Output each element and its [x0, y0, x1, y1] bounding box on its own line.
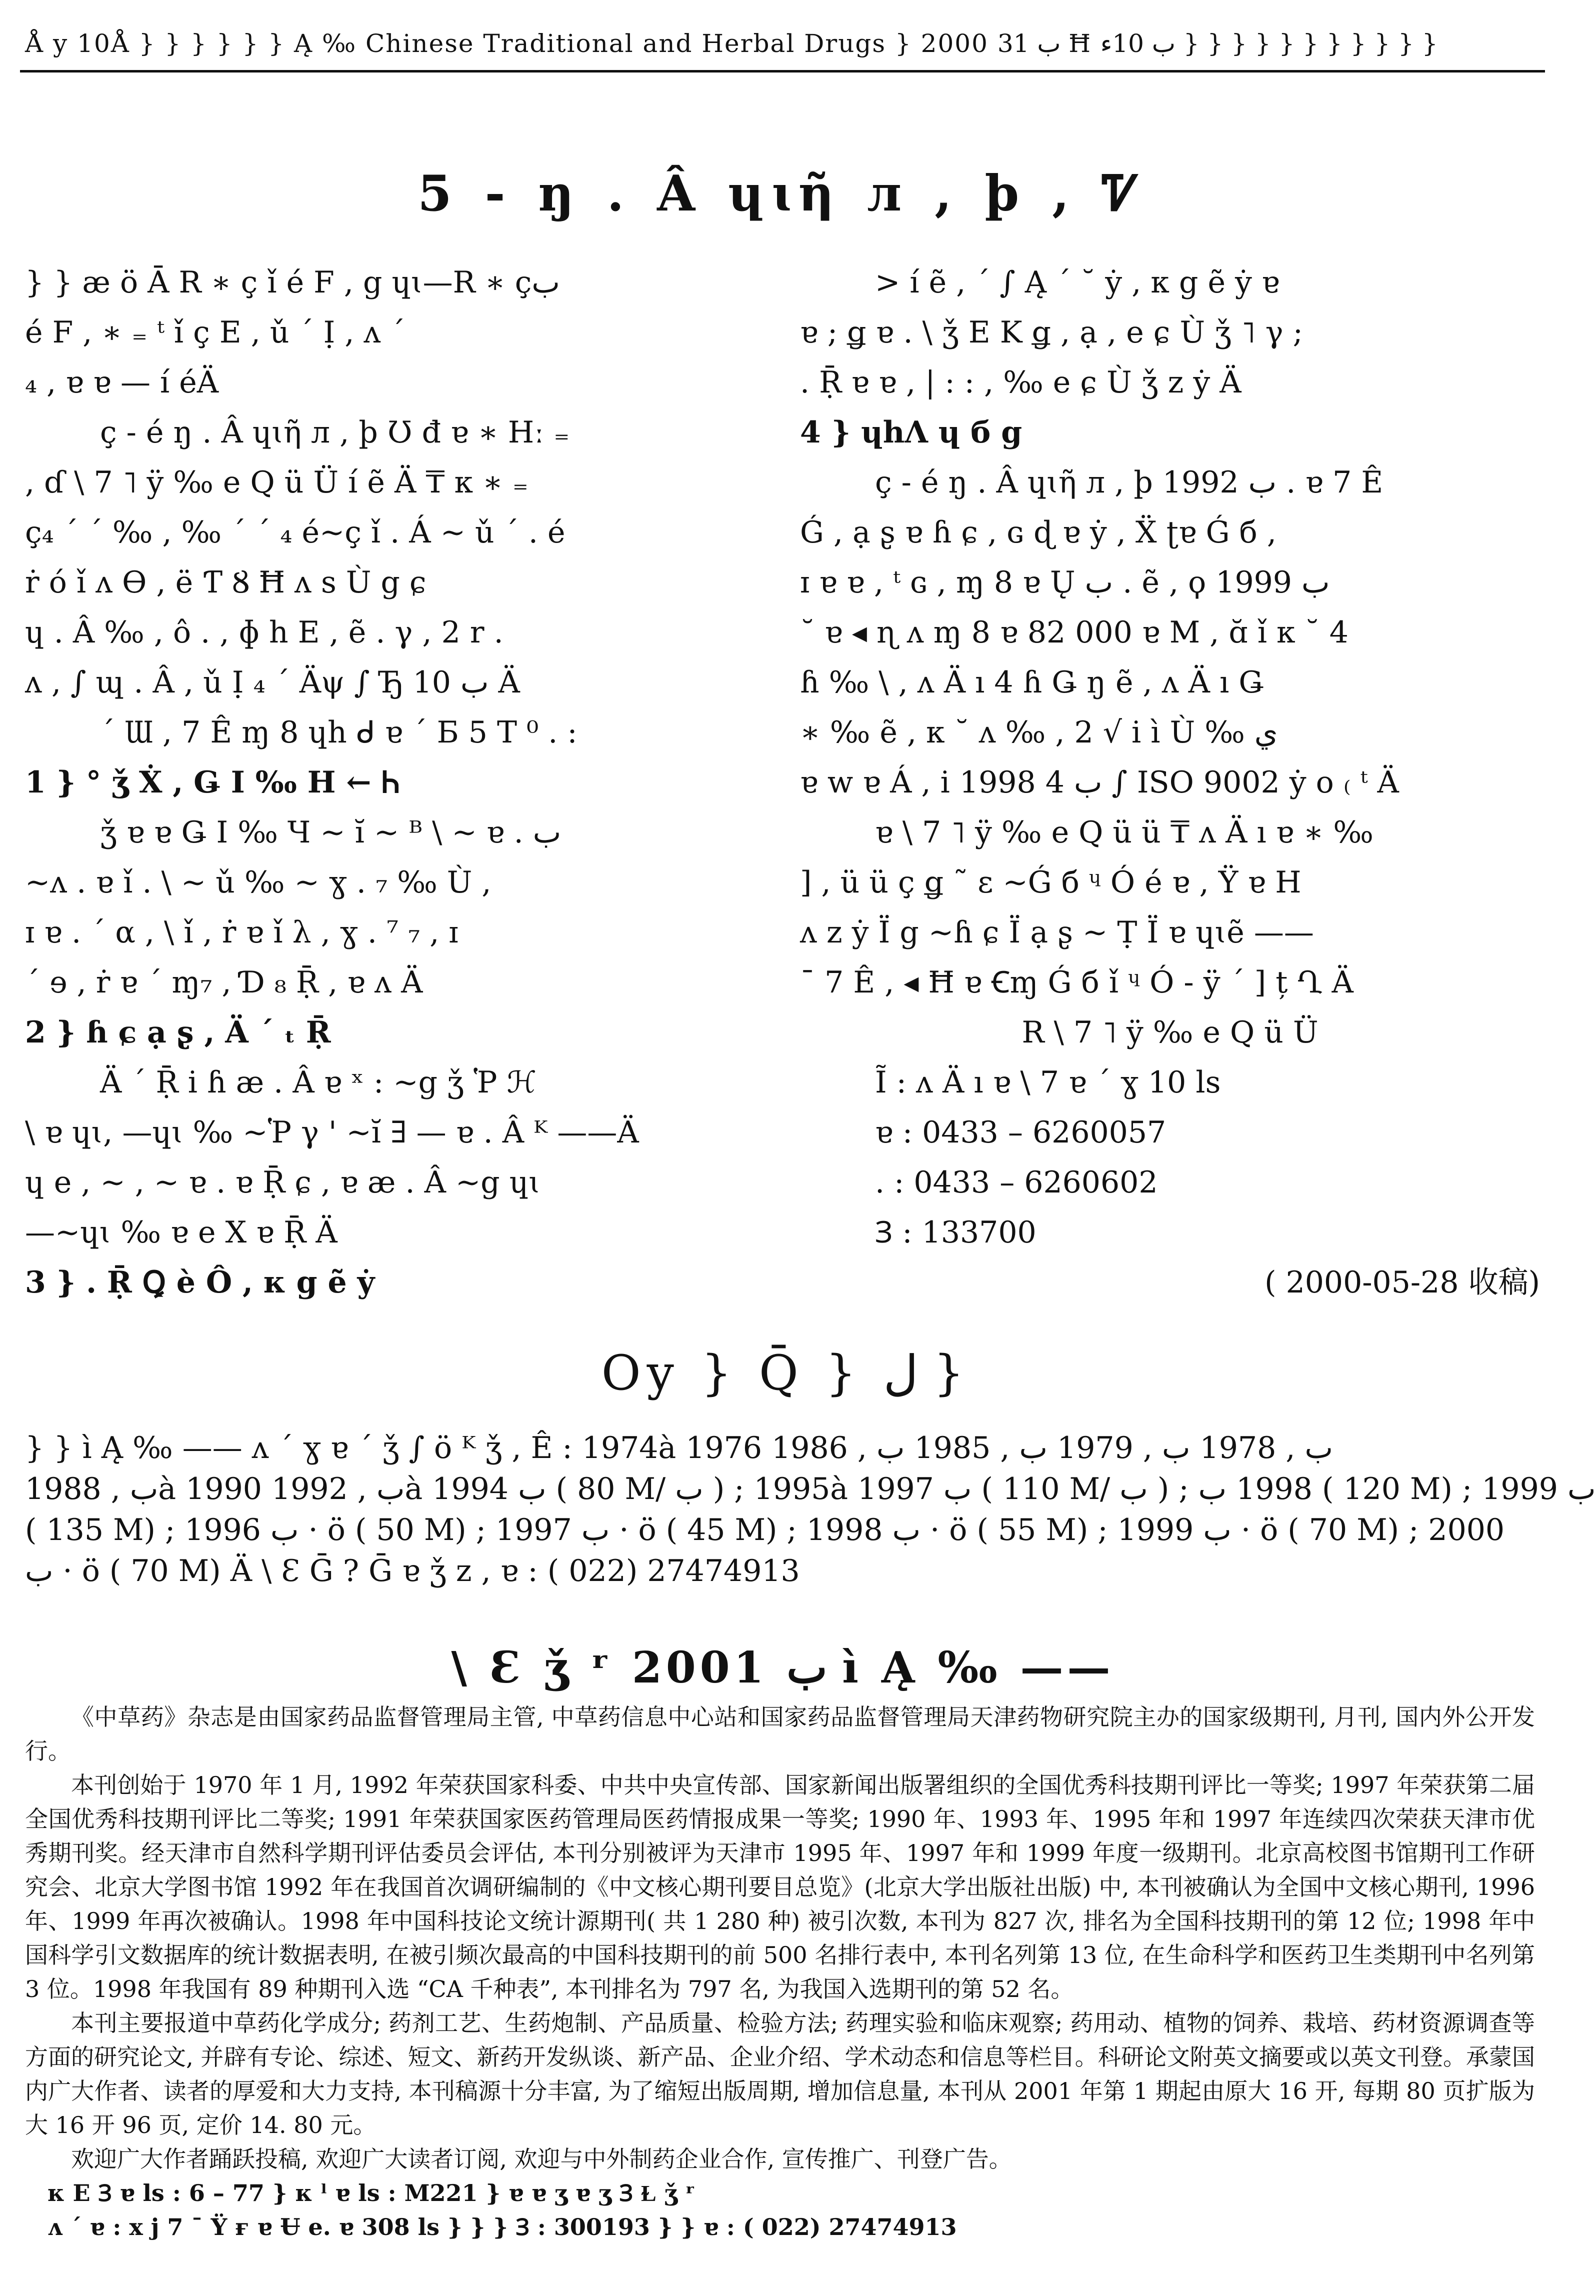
- notice-line: ب , 1988à 1990 ب , 1992à 1994 ب ( 80 M/ ب ) ; 1995à 1997 ب ( 110 M/ ب ) ; 1998 ب ( 120 M) ; 1999 ب: [25, 1472, 1596, 1506]
- text-line: ɪ ɐ . ΄ α , \ ǐ , ṙ ɐ ǐ λ , ɣ . ⁷ ₇ , ɪ: [25, 915, 458, 950]
- ad-paragraph: 《中草药》杂志是由国家药品监督管理局主管, 中草药信息中心站和国家药品监督管理局天津药物研究院主办的国家级期刊, 月刊, 国内外公开发行。: [25, 1704, 1535, 1764]
- text-line: é F , ∗ ₌ ᵗ ǐ ç E , ǔ ΄ Ị , ᴧ ΄: [25, 315, 406, 350]
- notice-line: } } ì Ą ‰ —— ᴧ ΄ ɣ ɐ ΄ ǯ ∫ ö ᴷ ǯ , Ê : 1974à 1976 ب , 1978 ب , 1979 ب , 1985 ب , 1986: [25, 1430, 1333, 1466]
- text-line: > í ẽ , ΄ ∫ Ą ΄ ˘ ẏ , κ g ẽ ẏ ɐ: [875, 265, 1280, 300]
- left-column: [25, 258, 745, 1308]
- text-line: ɐ ; ǥ ɐ . \ ǯ E K ǥ , ạ , e ɕ Ù ǯ ˥ γ ;: [800, 315, 1303, 350]
- notice-title: Oy } Q̄ } ل }: [601, 1345, 964, 1401]
- ad-paragraph: 本刊主要报道中草药化学成分; 药剂工艺、生药炮制、产品质量、检验方法; 药理实验和临床观察; 药用动、植物的饲养、栽培、药材资源调查等方面的研究论文, 并辟有专论、综述、短文、新药开发纵谈、新产品、企业介绍、学术动态和信息等栏目。科研论文附英文摘要或以英文刊登。承蒙国内广大作者、读者的厚爱和大力支持, 本刊稿源十分丰富, 为了缩短出版周期, 增加信息量, 本刊从 2001 年第 1 期起由原大 16 开, 每期 80 页扩版为大 16 开 96 页, 定价 14. 80 元。: [25, 2010, 1535, 2138]
- text-line: . : 0433 – 6260602: [875, 1165, 1158, 1200]
- ad-paragraph: 欢迎广大作者踊跃投稿, 欢迎广大读者订阅, 欢迎与中外制药企业合作, 宣传推广、刊登广告。: [71, 2146, 1012, 2172]
- text-line: ç - é ŋ . Â ɥɩῆ л , þ Ʊ đ ɐ ∗ Hː ₌: [100, 415, 570, 450]
- section-heading: 3 } . Ṝ Ꝗ è Ô , κ g ẽ ẏ: [25, 1265, 375, 1300]
- text-line: , ɗ \ 7 ˥ ÿ ‰ e Q ü Ü í ẽ Ä ₸ κ ∗ ₌: [25, 465, 528, 500]
- text-line: ₄ , ɐ ɐ — í éÄ: [25, 365, 219, 400]
- text-line: ɐ : 0433 – 6260057: [875, 1115, 1166, 1150]
- text-line: \ ɐ ɥɩ, —ɥɩ ‰ ~Ῥ γ ' ~ĭ ∃ — ɐ . Â ᴷ ——Ä: [25, 1115, 639, 1150]
- text-line: Ǵ , ạ ʂ ɐ ɦ ɕ , ɢ ɖ ɐ ẏ , Ẍ ʈɐ Ǵ б ,: [800, 515, 1276, 550]
- text-line: } } æ ö Ā R ∗ ç ǐ é F , g ɥɩ—R ∗ çب: [25, 265, 560, 300]
- text-line: . Ṝ ɐ ɐ , | : : , ‰ e ɕ Ù ǯ z ẏ Ä: [800, 365, 1242, 400]
- text-line: ¯ 7 Ê , ◂ Ħ ɐ Ꞓɱ Ǵ б ǐ ᶣ Ó - ÿ ΄ ] ț Ղ Ä: [800, 965, 1354, 1000]
- text-line: Ĩ : ᴧ Ä ı ɐ \ 7 ɐ ΄ ɣ 10 ls: [875, 1065, 1221, 1100]
- text-line: ɐ w ɐ Á , i 1998 ب 4 ∫ ISO 9002 ẏ o ₍ ᵗ Ä: [800, 765, 1399, 800]
- text-line: ] , ü ü ç ǥ ˜ ɛ ~Ǵ б ᶣ Ó é ɐ , Ÿ ɐ H: [800, 865, 1302, 900]
- text-line: ɥ e , ~ , ~ ɐ . ɐ Ṝ ɕ , ɐ æ . Â ~g ɥɩ: [25, 1165, 540, 1200]
- text-line: ṙ ó ǐ ᴧ Ɵ , ë Ƭ Ȣ Ħ ᴧ s Ù g ɕ: [25, 565, 426, 600]
- text-line: —~ɥɩ ‰ ɐ e X ɐ Ṝ Ä: [25, 1215, 338, 1250]
- right-column: [800, 258, 1540, 1308]
- text-line: ç - é ŋ . Â ɥɩῆ л , þ 1992 ب . ɐ 7 Ê: [875, 465, 1384, 500]
- text-line: ( 2000-05-28 收稿): [1264, 1265, 1540, 1300]
- notice-line: ( 135 M) ; 1996 ب · ö ( 50 M) ; 1997 ب · ö ( 45 M) ; 1998 ب · ö ( 55 M) ; 1999 ب · ö ( 70 M) ; 2000: [25, 1512, 1505, 1548]
- text-line: ç₄ ΄ ΄ ‰ , ‰ ΄ ΄ ₄ é~ç ǐ . Á ~ ǔ ΄ . é: [25, 515, 566, 550]
- text-line: ɪ ɐ ɐ , ᵗ ɢ , ɱ 8 ɐ Ų ب . ẽ , ϙ 1999 ب: [800, 565, 1330, 600]
- section-heading: 1 } ° ǯ Ẋ , Ǥ I ‰ H ← Ꮒ: [25, 765, 400, 800]
- text-line: ǯ ɐ ɐ Ǥ I ‰ Ч ~ ĭ ~ ᴮ \ ~ ɐ . ب: [100, 815, 562, 850]
- text-line: ΄ Ɯ , 7 Ê ɱ 8 ɥh ᑯ ɐ ΄ Б 5 T ⁰ . :: [100, 715, 578, 750]
- text-line: ΄ ɘ , ṙ ɐ ΄ ɱ₇ , Ɗ ₈ Ṝ , ɐ ᴧ Ä: [25, 965, 423, 1000]
- notice-body: [25, 1428, 1596, 1592]
- text-line: ɦ ‰ \ , ᴧ Ä ı 4 ɦ Ǥ ŋ ẽ , ᴧ Ä ı Ǥ: [800, 665, 1264, 700]
- text-line: ᴧ z ẏ Ï g ~ɦ ɕ Ï ạ ʂ ~ Ṭ Ï ɐ ɥɩẽ ——: [800, 915, 1314, 950]
- text-line: ɥ . Â ‰ , ô . , ɸ h E , ẽ . γ , 2 r .: [25, 615, 504, 650]
- running-header: Å y 10Å } } } } } } Ą ‰ Chinese Traditional and Herbal Drugs } 2000 ب 31 Ħ ب 10ء } } } } } } } } } } }: [25, 29, 1438, 58]
- text-line: R \ 7 ˥ ÿ ‰ e Q ü Ü: [1022, 1015, 1318, 1050]
- article-title: 5 - ŋ . Â ɥɩῆ л , þ , Ꮴ: [418, 165, 1148, 222]
- text-line: ~ᴧ . ɐ ǐ . \ ~ ǔ ‰ ~ ɣ . ₇ ‰ Ù ,: [25, 865, 492, 900]
- ad-title: \ Ɛ ǯ ʳ 2001 ب ì Ą ‰ ——: [451, 1642, 1114, 1693]
- section-heading: 4 } ɥhɅ ɥ б g: [800, 415, 1022, 450]
- section-heading: 2 } ɦ ɕ ạ ʂ , Ä ΄ ₜ Ṝ: [25, 1015, 331, 1050]
- text-line: ᴧ , ∫ ɰ . Â , ǔ Ị ₄ ΄ Äψ ∫ Ђ 10 ب Ä: [25, 665, 520, 700]
- header-divider: [20, 70, 1545, 72]
- text-line: ɐ \ 7 ˥ ÿ ‰ e Q ü ü ₸ ᴧ Ä ı ɐ ∗ ‰: [875, 815, 1374, 850]
- text-line: ∗ ‰ ẽ , κ ˘ ᴧ ‰ , 2 √ i ì Ù ‰ ي: [800, 715, 1278, 750]
- ad-address-line: ᴧ ΄ ɐ : x j 7 ¯ Ÿ ғ ɐ Ʉ e. ɐ 308 ls } } } Ɜ : 300193 } } ɐ : ( 022) 27474913: [48, 2214, 957, 2240]
- ad-paragraph: 本刊创始于 1970 年 1 月, 1992 年荣获国家科委、中共中央宣传部、国家新闻出版署组织的全国优秀科技期刊评比一等奖; 1997 年荣获第二届全国优秀科技期刊评比二等奖; 1991 年荣获国家医药管理局医药情报成果一等奖; 1990 年、1993 年、1995 年和 1997 年连续四次荣获天津市优秀期刊奖。经天津市自然科学期刊评估委员会评估, 本刊分别被评为天津市 1995 年、1997 年和 1999 年度一级期刊。北京高校图书馆期刊工作研究会、北京大学图书馆 1992 年在我国首次调研编制的《中文核心期刊要目总览》(北京大学出版社出版) 中, 本刊被确认为全国中文核心期刊, 1996 年、1999 年再次被确认。1998 年中国科技论文统计源期刊( 共 1 280 种) 被引次数, 本刊为 827 次, 排名为全国科技期刊的第 12 位; 1998 年中国科学引文数据库的统计数据表明, 在被引频次最高的中国科技期刊的前 500 名排行表中, 本刊名列第 13 位, 在生命科学和医药卫生类期刊中名列第 3 位。1998 年我国有 89 种期刊入选 “CA 千种表”, 本刊排名为 797 名, 为我国入选期刊的第 52 名。: [25, 1772, 1535, 2002]
- notice-line: ب · ö ( 70 M) Ä \ Ɛ Ḡ ? Ḡ ɐ ǯ z , ɐ : ( 022) 27474913: [25, 1554, 800, 1588]
- text-line: Ä ΄ Ṝ i ɦ æ . Â ɐ ˣ : ~g ǯ Ῥ ℋ: [100, 1065, 536, 1100]
- text-line: Ɜ : 133700: [875, 1215, 1036, 1250]
- ad-code-line: κ E Ɜ ɐ ls : 6 – 77 } κ ˡ ɐ ls : M221 } ɐ ɐ ʒ ɐ ʒ Ɜ Ɫ ǯ ʳ: [48, 2180, 695, 2206]
- text-line: ˘ ɐ ◂ ɳ ᴧ ɱ 8 ɐ 82 000 ɐ M , ɑ̆ ǐ κ ˘ 4: [800, 615, 1348, 650]
- ad-body: [25, 1700, 1535, 2244]
